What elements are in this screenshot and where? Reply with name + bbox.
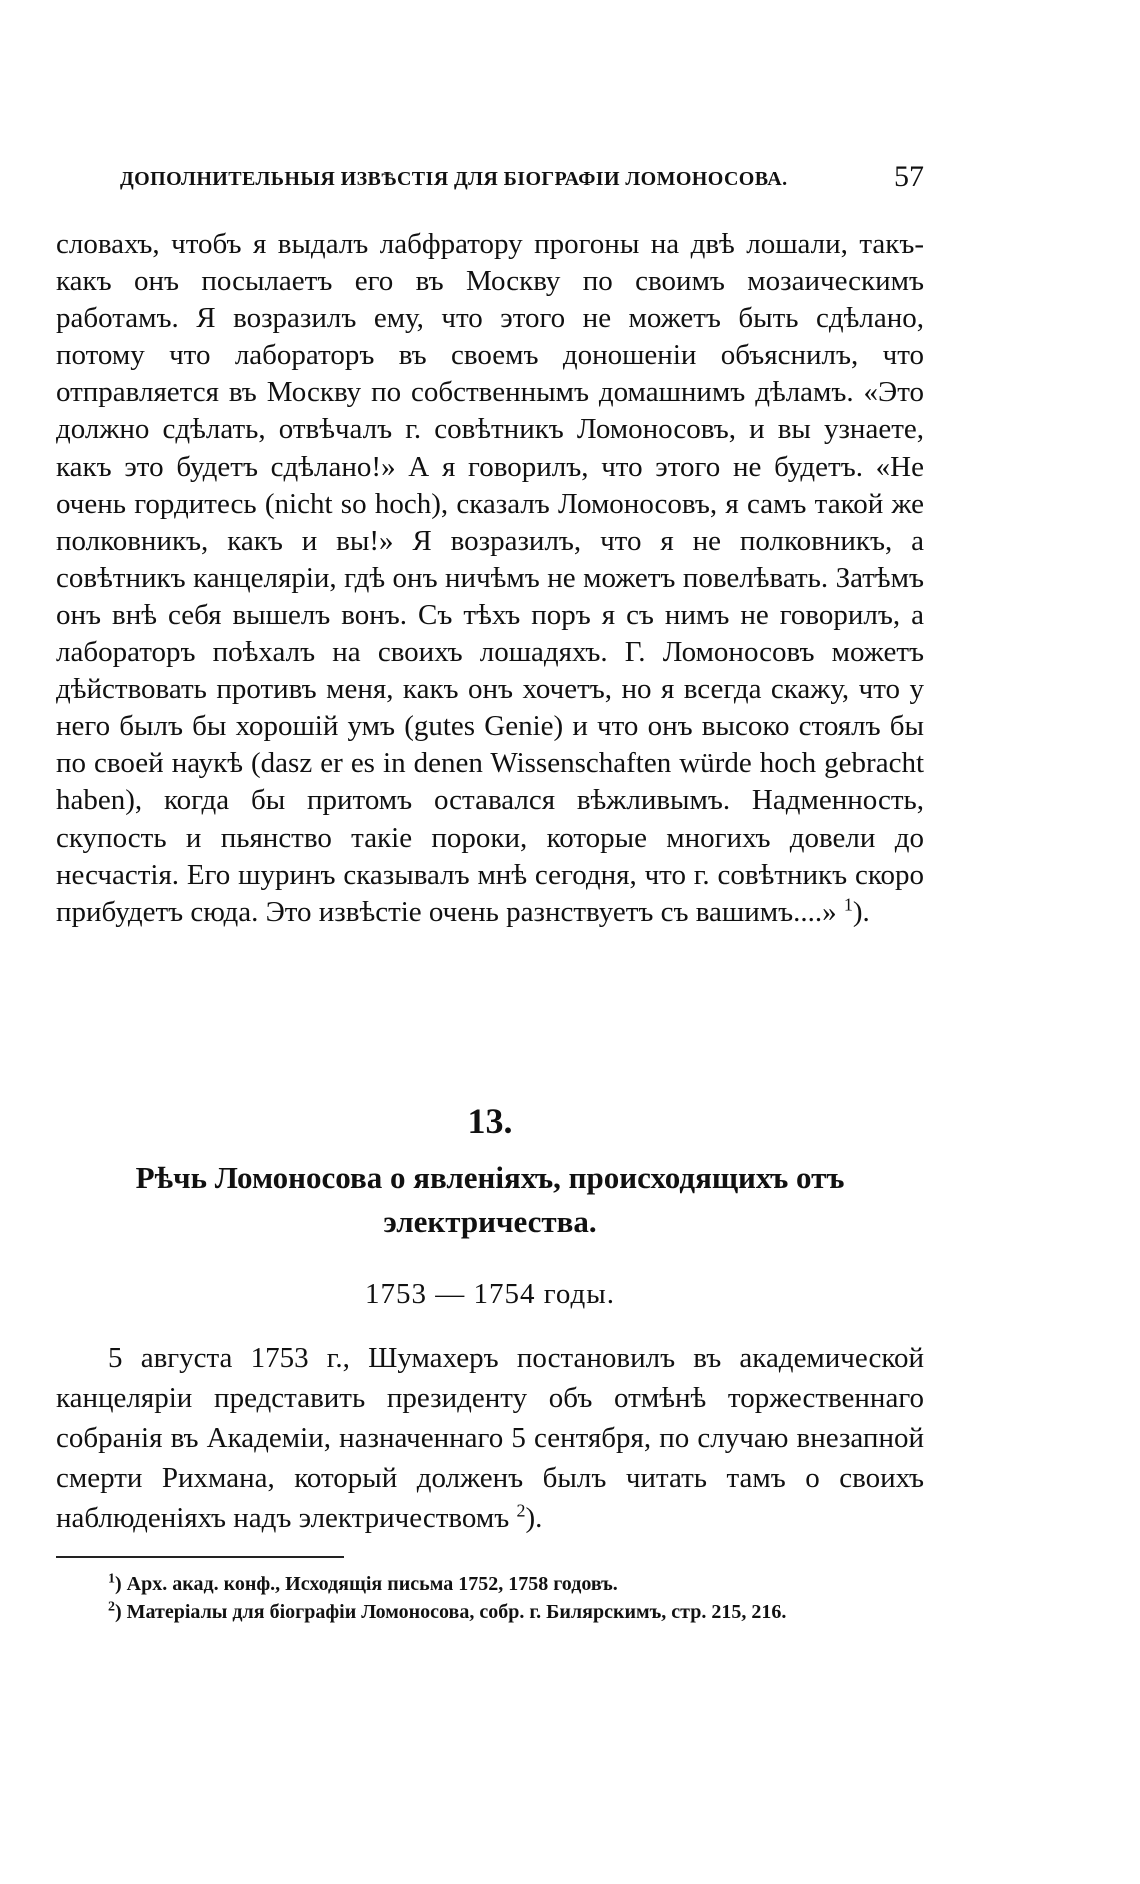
paragraph-ending: ). [525, 1502, 543, 1534]
footnote-divider [56, 1556, 344, 1558]
section-years: 1753 — 1754 годы. [364, 1278, 616, 1310]
section-title: Рѣчь Ломоносова о явленіяхъ, происходящихъ отъ электричества. [135, 1160, 845, 1239]
footnote-reference: 1 [843, 894, 853, 915]
running-head: ДОПОЛНИТЕЛЬНЫЯ ИЗВѢСТІЯ ДЛЯ БІОГРАФІИ ЛОМОНОСОВА. [120, 168, 788, 190]
section-text [56, 1338, 924, 1538]
page-number: 57 [894, 160, 924, 193]
footnote-text: ) Арх. акад. конф., Исходящія письма 1752, 1758 годовъ. [115, 1573, 618, 1595]
section-number: 13. [467, 1101, 513, 1141]
paragraph-text: 5 августа 1753 г., Шумахеръ постановилъ въ академической канцеляріи представить президенту объ отмѣнѣ торжественнаго собранія въ Академіи, назначеннаго 5 сентября, по случаю внезапной смерти Рихмана, который долженъ былъ читать тамъ о своихъ наблюденіяхъ надъ электричествомъ [56, 1342, 924, 1534]
main-text [56, 226, 924, 931]
footnotes [56, 1570, 924, 1626]
paragraph-ending: ). [852, 895, 870, 928]
footnote-mark: 2 [108, 1599, 115, 1615]
footnote [56, 1598, 924, 1626]
book-page [56, 0, 924, 1884]
footnote-text: ) Матеріалы для біографіи Ломоносова, собр. г. Билярскимъ, стр. 215, 216. [115, 1601, 787, 1623]
paragraph [56, 226, 924, 931]
paragraph [56, 1338, 924, 1538]
footnote-mark: 1 [108, 1571, 115, 1587]
page-header [56, 160, 924, 196]
paragraph-text: словахъ, чтобъ я выдалъ лабфратору прогоны на двѣ лошали, такъ-какъ онъ посылаетъ его въ Москву по своимъ мозаическимъ работамъ. Я возразилъ ему, что этого не можетъ быть сдѣлано, потому что лабораторъ въ своемъ доношеніи объяснилъ, что отправляется въ Москву по собственнымъ домашнимъ дѣламъ. «Это должно сдѣлать, отвѣчалъ г. совѣтникъ Ломоносовъ, и вы узнаете, какъ это будетъ сдѣлано!» А я говорилъ, что этого не будетъ. «Не очень гордитесь (nicht so hoch), сказалъ Ломоносовъ, я самъ такой же полковникъ, какъ и вы!» Я возразилъ, что я не полковникъ, а совѣтникъ канцеляріи, гдѣ онъ ничѣмъ не можетъ повелѣвать. Затѣмъ онъ внѣ себя вышелъ вонъ. Съ тѣхъ поръ я съ нимъ не говорилъ, а лабораторъ поѣхалъ на своихъ лошадяхъ. Г. Ломоносовъ можетъ дѣйствовать противъ меня, какъ онъ хочетъ, но я всегда скажу, что у него былъ бы хорошій умъ (gutes Genie) и что онъ высоко стоялъ бы по своей наукѣ (dasz er es in denen Wissenschaften würde hoch gebracht haben), когда бы притомъ оставался вѣжливымъ. Надменность, скупость и пьянство такіе пороки, которые многихъ довели до несчастія. Его шуринъ сказывалъ мнѣ сегодня, что г. совѣтникъ скоро прибудетъ сюда. Это извѣстіе очень разнствуетъ съ вашимъ....» [56, 228, 924, 928]
footnote [56, 1570, 924, 1598]
footnote-reference: 2 [516, 1500, 526, 1521]
